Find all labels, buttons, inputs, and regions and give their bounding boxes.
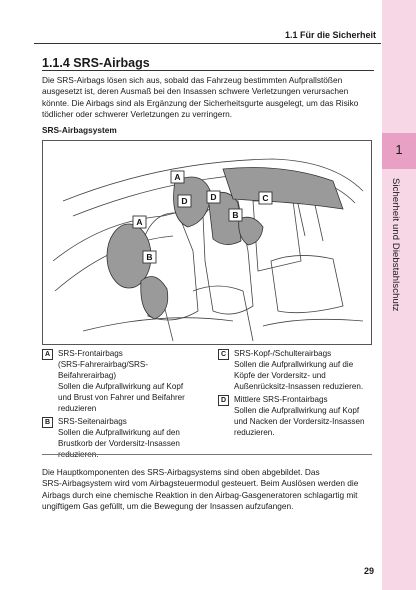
legend-c-line: Köpfe der Vordersitz- und <box>234 371 326 380</box>
legend-badge-d: D <box>218 395 229 406</box>
chapter-number: 1 <box>395 142 403 157</box>
chapter-label: Sicherheit und Diebstahlschutz <box>390 178 401 312</box>
bottom-line: SRS-Airbagsystem wird vom Airbagsteuermodul gesteuert. Beim Auslösen werden die <box>42 478 359 489</box>
callout-b-rear: B <box>232 210 239 220</box>
legend-a-line: Beifahrerairbag) <box>58 371 117 380</box>
legend-item-a <box>42 348 207 414</box>
intro-line: könnte. Die Airbags sind als Ergänzung der Sicherheitsgurte ausgelegt, um das Risiko <box>42 97 359 108</box>
legend-a-line: SRS-Frontairbags <box>58 349 123 358</box>
bottom-line: ungiftigem Gas gefüllt, um die Bewegung der Insassen aufzufangen. <box>42 501 294 512</box>
intro-line: Die SRS-Airbags lösen sich aus, sobald das Fahrzeug bestimmten Aufprallstößen <box>42 75 343 85</box>
legend-a-line: und Brust von Fahrer und Beifahrer <box>58 393 185 402</box>
car-interior-drawing <box>43 141 373 346</box>
callout-d-right: D <box>210 192 217 202</box>
legend-badge-c: C <box>218 349 229 360</box>
legend-item-c <box>218 348 378 392</box>
legend-d-line: reduzieren. <box>234 428 275 437</box>
page-number: 29 <box>363 566 374 576</box>
callout-a-driver: A <box>136 217 143 227</box>
legend-c-line: SRS-Kopf-/Schulterairbags <box>234 349 332 358</box>
header-rule <box>34 43 381 44</box>
bottom-line: Die Hauptkomponenten des SRS-Airbagsystems sind oben abgebildet. Das <box>42 467 320 477</box>
running-header: 1.1 Für die Sicherheit <box>284 30 376 40</box>
legend-badge-b: B <box>42 417 53 428</box>
legend-c-line: Außenrücksitz-Insassen reduzieren. <box>234 382 364 391</box>
legend-b-line: Brustkorb der Vordersitz-Insassen <box>58 439 180 448</box>
subheading: SRS-Airbagsystem <box>42 125 117 135</box>
legend-b-line: Sollen die Aufprallwirkung auf den <box>58 428 180 437</box>
intro-line: ausgesetzt ist, deren Ausmaß bei den Insassen schwere Verletzungen verursachen <box>42 86 349 97</box>
legend-right-column <box>218 348 378 440</box>
bottom-paragraph <box>42 467 376 513</box>
callout-d-left: D <box>181 196 188 206</box>
legend-d-line: und Nacken der Vordersitz-Insassen <box>234 417 365 426</box>
legend-item-d <box>218 394 378 438</box>
bottom-line: Airbags durch eine chemische Reaktion in den Airbag-Gasgeneratoren schlagartig mit <box>42 489 358 500</box>
chapter-side-tab <box>382 0 416 590</box>
legend-left-column <box>42 348 207 462</box>
section-heading: 1.1.4 SRS-Airbags <box>42 56 150 70</box>
legend-b-line: SRS-Seitenairbags <box>58 417 127 426</box>
legend-d-line: Mittlere SRS-Frontairbags <box>234 395 328 404</box>
intro-paragraph <box>42 75 372 121</box>
legend-a-line: Sollen die Aufprallwirkung auf Kopf <box>58 382 184 391</box>
intro-line: tödlicher oder schwerer Verletzungen zu verringern. <box>42 109 233 120</box>
airbag-illustration <box>42 140 372 345</box>
callout-c: C <box>262 193 269 203</box>
heading-rule <box>42 70 374 71</box>
callout-b-driver: B <box>146 252 153 262</box>
legend-a-line: (SRS-Fahrerairbag/SRS- <box>58 360 148 369</box>
legend-c-line: Sollen die Aufprallwirkung auf die <box>234 360 354 369</box>
legend-a-line: reduzieren <box>58 404 97 413</box>
legend-rule <box>42 454 372 455</box>
callout-a-passenger: A <box>174 172 181 182</box>
legend-badge-a: A <box>42 349 53 360</box>
legend-d-line: Sollen die Aufprallwirkung auf Kopf <box>234 406 360 415</box>
